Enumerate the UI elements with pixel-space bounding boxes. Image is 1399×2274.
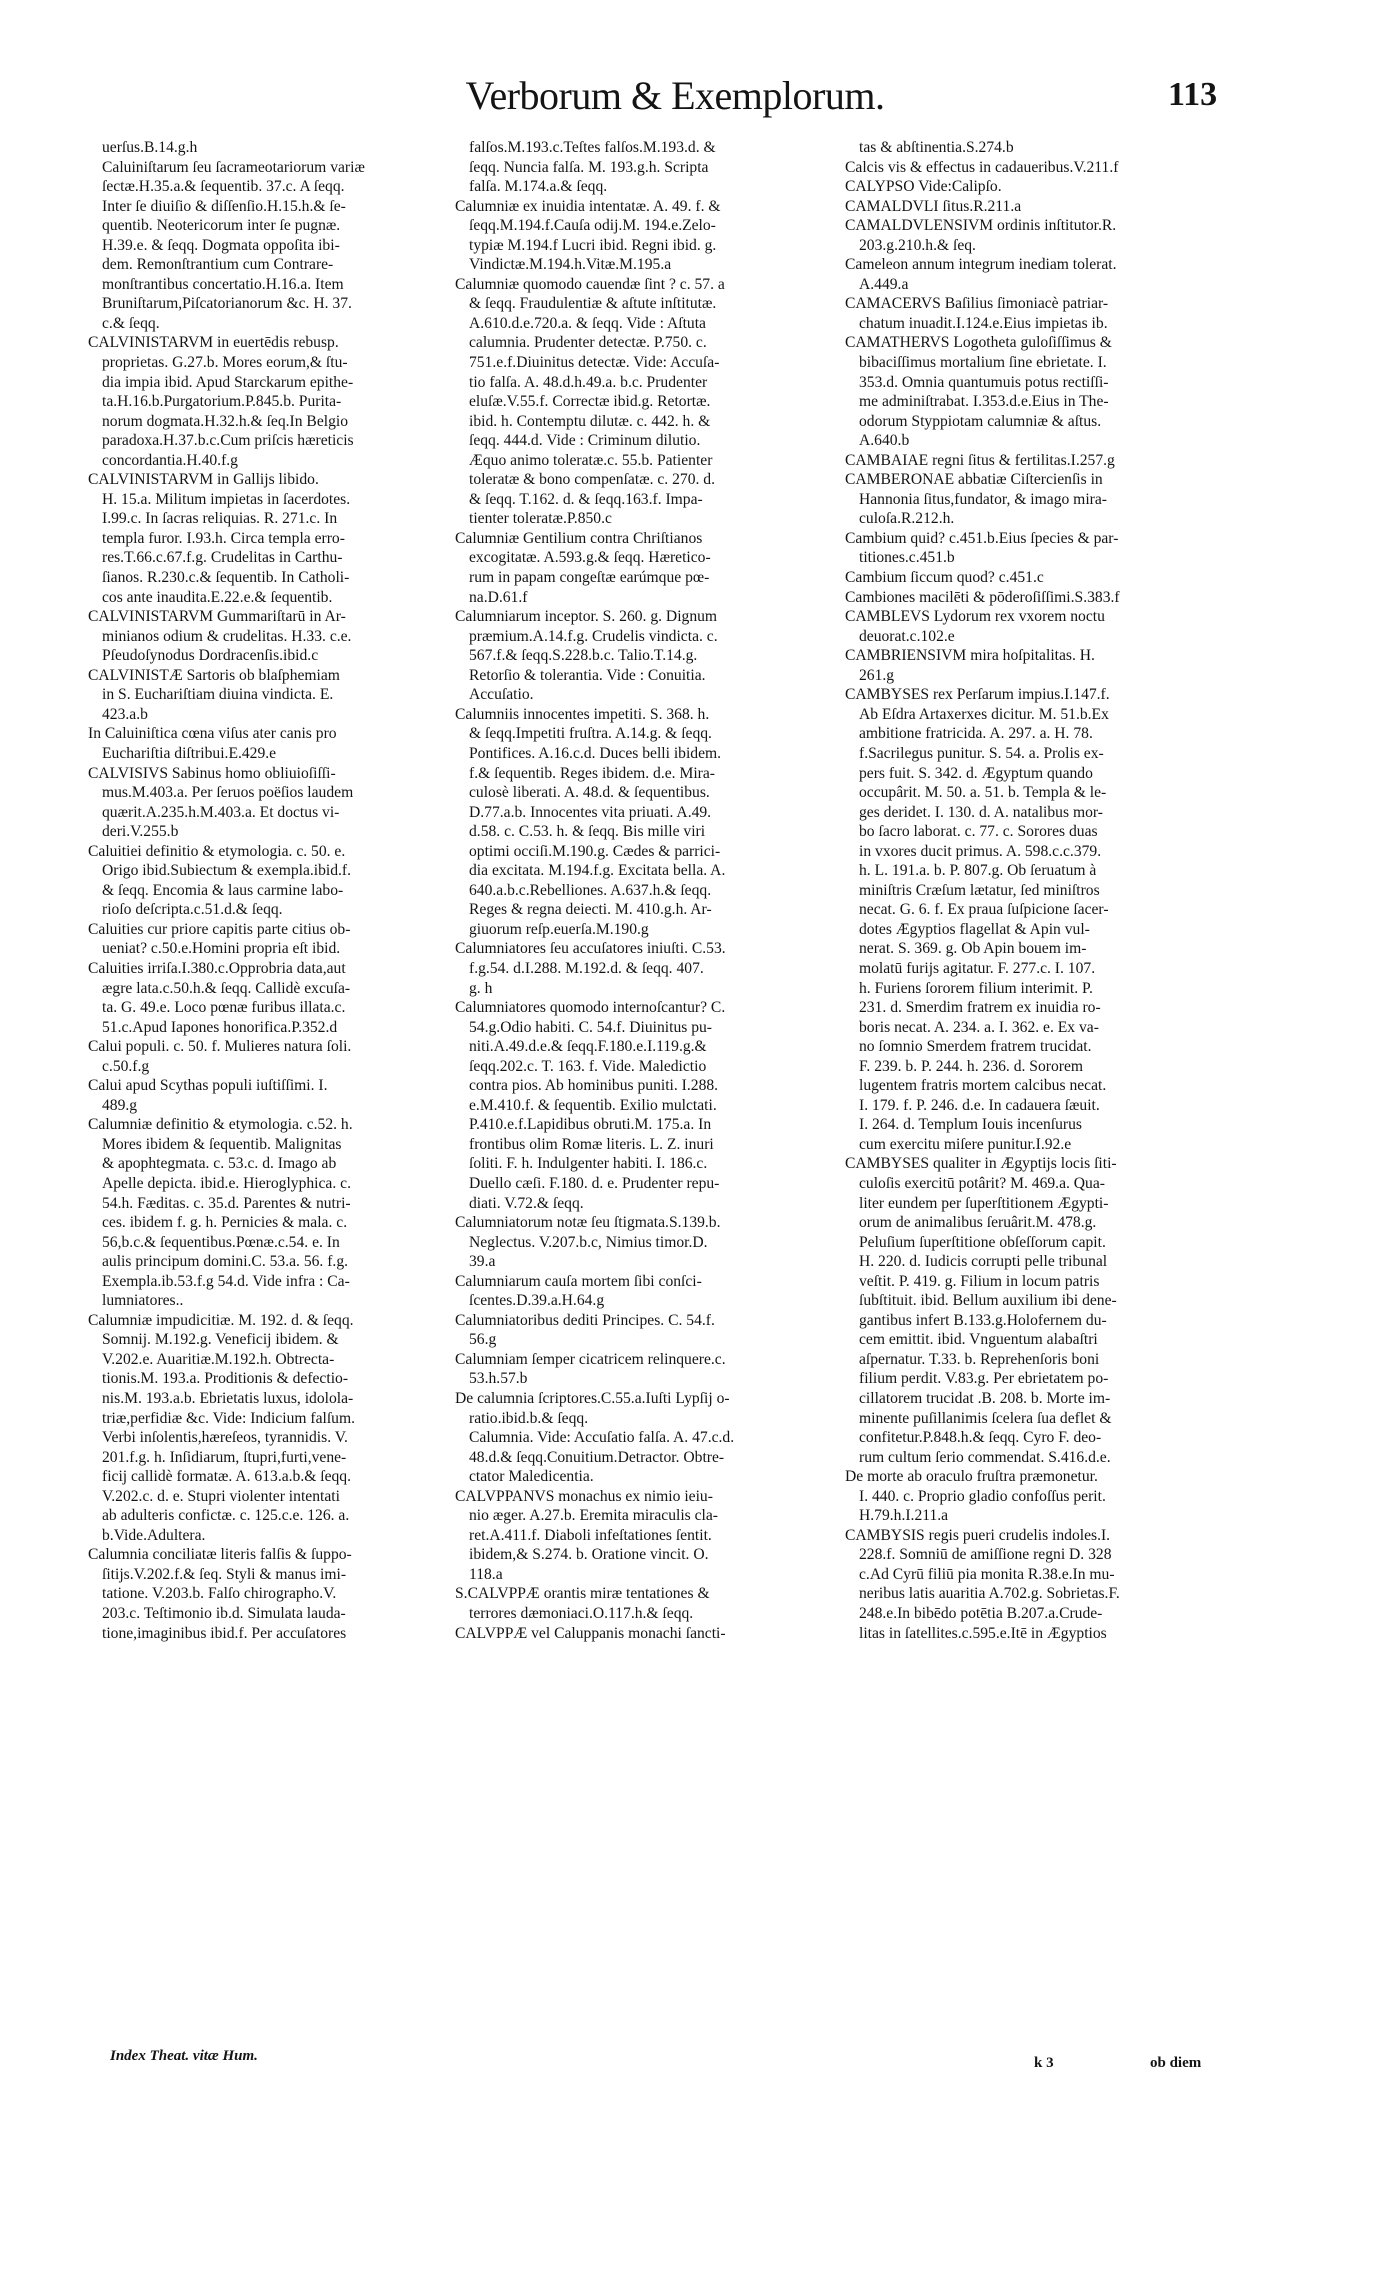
index-line: rum cultum ſerio commendat. S.416.d.e. xyxy=(859,1448,1111,1466)
index-line: chatum inuadit.I.124.e.Eius impietas ib. xyxy=(859,314,1108,332)
index-line: rum in papam congeſtæ earúmque pœ- xyxy=(469,569,710,587)
index-line: Calumniam ſemper cicatricem relinquere.c. xyxy=(455,1350,726,1368)
index-line: Euchariſtia diſtribui.E.429.e xyxy=(102,744,277,762)
index-line: & ſeqq.Impetiti fruſtra. A.14.g. & ſeqq. xyxy=(469,725,712,743)
index-line: Calui populi. c. 50. f. Mulieres natura ſoli. xyxy=(88,1038,352,1056)
index-line: & ſeqq. T.162. d. & ſeqq.163.f. Impa- xyxy=(469,490,703,508)
index-line: ces. ibidem f. g. h. Pernicies & mala. c. xyxy=(102,1214,348,1232)
index-line: & ſeqq. Encomia & laus carmine labo- xyxy=(102,881,344,899)
index-line: cillatorem trucidat .B. 208. b. Morte im- xyxy=(859,1390,1111,1407)
index-line: ſectæ.H.35.a.& ſequentib. 37.c. A ſeqq. xyxy=(102,178,345,196)
index-line: D.77.a.b. Innocentes vita priuati. A.49. xyxy=(469,803,712,821)
index-line: A.610.d.e.720.a. & ſeqq. Vide : Aſtuta xyxy=(469,314,706,332)
index-line: nio æger. A.27.b. Eremita miraculis cla- xyxy=(469,1507,719,1525)
index-line: Calumnia conciliatæ literis falſis & ſuppo- xyxy=(88,1546,352,1564)
index-line: Calumniæ ex inuidia intentatæ. A. 49. f. & xyxy=(455,197,721,215)
index-line: 567.f.& ſeqq.S.228.b.c. Talio.T.14.g. xyxy=(469,647,698,665)
index-line: H.39.e. & ſeqq. Dogmata oppoſita ibi- xyxy=(102,236,340,254)
index-line: nerat. S. 369. g. Ob Apin bouem im- xyxy=(859,940,1087,958)
index-line: CAMBRIENSIVM mira hoſpitalitas. H. xyxy=(845,647,1095,665)
catchword-left: Index Theat. vitæ Hum. xyxy=(110,2048,258,2064)
index-line: falſos.M.193.c.Teſtes falſos.M.193.d. & xyxy=(469,139,716,156)
index-line: & ſeqq. Fraudulentiæ & aſtute inſtitutæ. xyxy=(469,295,717,313)
page-number: 113 xyxy=(1168,76,1218,113)
index-line: paradoxa.H.37.b.c.Cum priſcis hæreticis xyxy=(102,432,354,450)
index-line: eluſæ.V.55.f. Correctæ ibid.g. Retortæ. xyxy=(469,393,711,411)
index-line: CALVINISTARVM in Gallijs libido. xyxy=(88,471,319,489)
index-line: lugentem fratris mortem calcibus necat. xyxy=(859,1077,1107,1095)
index-line: CAMACERVS Baſilius ſimoniacè patriar- xyxy=(845,295,1109,313)
index-line: Calumniatores quomodo internoſcantur? C. xyxy=(455,999,726,1017)
index-line: ta.H.16.b.Purgatorium.P.845.b. Purita- xyxy=(102,393,342,411)
index-line: f.g.54. d.I.288. M.192.d. & ſeqq. 407. xyxy=(469,959,704,977)
index-line: Inter ſe diuiſio & diſſenſio.H.15.h.& ſe- xyxy=(102,197,346,215)
index-line: 640.a.b.c.Rebelliones. A.637.h.& ſeqq. xyxy=(469,881,712,899)
index-line: tione,imaginibus ibid.f. Per accuſatores xyxy=(102,1624,347,1642)
index-line: A.449.a xyxy=(859,275,909,293)
index-line: Caluities irriſa.I.380.c.Opprobria data,aut xyxy=(88,959,346,977)
index-line: Cambiones macilēti & pōderoſiſſimi.S.383.f xyxy=(845,588,1120,606)
index-line: molatū furijs agitatur. F. 277.c. I. 107. xyxy=(859,959,1096,977)
index-line: f.& ſequentib. Reges ibidem. d.e. Mira- xyxy=(469,764,715,782)
index-line: calumnia. Prudenter detectæ. P.750. c. xyxy=(469,334,707,352)
index-line: cem emittit. ibid. Vnguentum alabaſtri xyxy=(859,1331,1098,1349)
index-line: ibidem,& S.274. b. Oratione vincit. O. xyxy=(469,1546,709,1564)
index-line: liter eundem per ſuperſtitionem Ægypti- xyxy=(859,1194,1109,1212)
index-line: c.& ſeqq. xyxy=(102,314,160,332)
index-line: 231. d. Smerdim fratrem ex inuidia ro- xyxy=(859,999,1101,1017)
index-line: ſubſtituit. ibid. Bellum auxilium ibi dene- xyxy=(859,1292,1117,1310)
running-head: Verborum & Exemplorum. xyxy=(465,73,885,118)
index-line: necat. G. 6. f. Ex praua ſuſpicione ſacer- xyxy=(859,901,1109,919)
index-line: 203.c. Teſtimonio ib.d. Simulata lauda- xyxy=(102,1605,346,1623)
index-line: tionis.M. 193.a. Proditionis & defectio- xyxy=(102,1370,349,1388)
index-line: in vxores ducit primus. A. 598.c.c.379. xyxy=(859,842,1102,860)
index-line: culosè liberati. A. 48.d. & ſequentibus. xyxy=(469,784,710,802)
index-line: culoſis exercitū potârit? M. 469.a. Qua- xyxy=(859,1174,1105,1192)
index-line: confitetur.P.848.h.& ſeqq. Cyro F. deo- xyxy=(859,1429,1102,1447)
index-line: CALYPSO Vide:Calipſo. xyxy=(845,178,1002,196)
index-line: CALVISIVS Sabinus homo obliuioſiſſi- xyxy=(88,764,336,782)
index-line: b.Vide.Adultera. xyxy=(102,1526,206,1544)
index-line: Apelle depicta. ibid.e. Hieroglyphica. c. xyxy=(102,1174,351,1192)
index-line: Verbi inſolentis,hæreſeos, tyrannidis. V. xyxy=(102,1429,348,1447)
index-line: ratio.ibid.b.& ſeqq. xyxy=(469,1409,589,1427)
index-line: rioſo deſcripta.c.51.d.& ſeqq. xyxy=(102,901,283,919)
index-line: I.99.c. In ſacras reliquias. R. 271.c. In xyxy=(102,510,338,528)
index-line: Ab Eſdra Artaxerxes dicitur. M. 51.b.Ex xyxy=(859,705,1109,723)
catchword-right: ob diem xyxy=(1150,2055,1202,2071)
index-line: monſtrantibus concertatio.H.16.a. Item xyxy=(102,275,344,293)
index-line: res.T.66.c.67.f.g. Crudelitas in Carthu- xyxy=(102,549,343,567)
index-line: quentib. Neotericorum inter ſe pugnæ. xyxy=(102,217,341,235)
index-line: P.410.e.f.Lapidibus obruti.M. 175.a. In xyxy=(469,1116,712,1134)
index-line: ſeqq. Nuncia falſa. M. 193.g.h. Scripta xyxy=(469,158,709,176)
index-line: Calumnia. Vide: Accuſatio falſa. A. 47.c.d. xyxy=(469,1429,735,1447)
index-line: c.50.f.g xyxy=(102,1057,150,1075)
index-line: 53.h.57.b xyxy=(469,1370,528,1388)
index-line: Reges & regna deiecti. M. 410.g.h. Ar- xyxy=(469,901,712,919)
index-line: CALVINISTÆ Sartoris ob blaſphemiam xyxy=(88,666,340,684)
index-line: Exempla.ib.53.f.g 54.d. Vide infra : Ca- xyxy=(102,1272,350,1290)
index-line: 56,b.c.& ſequentibus.Pœnæ.c.54. e. In xyxy=(102,1233,340,1251)
index-line: tienter toleratæ.P.850.c xyxy=(469,510,612,528)
index-line: H.79.h.I.211.a xyxy=(859,1507,949,1525)
index-line: 54.g.Odio habiti. C. 54.f. Diuinitus pu- xyxy=(469,1018,712,1036)
index-line: boris necat. A. 234. a. I. 362. e. Ex va- xyxy=(859,1018,1099,1036)
index-line: 423.a.b xyxy=(102,705,148,723)
index-line: Mores ibidem & ſequentib. Malignitas xyxy=(102,1135,342,1153)
index-line: Æquo animo toleratæ.c. 55.b. Patienter xyxy=(469,451,713,469)
index-line: triæ,perfidiæ &c. Vide: Indicium falſum. xyxy=(102,1409,355,1427)
index-line: norum dogmata.H.32.h.& ſeq.In Belgio xyxy=(102,412,348,430)
index-line: niti.A.49.d.e.& ſeqq.F.180.e.I.119.g.& xyxy=(469,1038,707,1056)
index-line: CAMBERONAE abbatiæ Ciſtercienſis in xyxy=(845,471,1103,489)
index-line: Calumniæ definitio & etymologia. c.52. h. xyxy=(88,1116,353,1134)
index-line: minente puſillanimis ſcelera ſua deflet & xyxy=(859,1409,1112,1427)
index-line: 203.g.210.h.& ſeq. xyxy=(859,236,976,254)
index-line: toleratæ & bono compenſatæ. c. 270. d. xyxy=(469,471,715,489)
index-line: diati. V.72.& ſeqq. xyxy=(469,1194,584,1212)
index-line: Bruniſtarum,Piſcatorianorum &c. H. 37. xyxy=(102,295,352,313)
index-line: dem. Remonſtrantium cum Contrare- xyxy=(102,256,334,274)
index-line: filium perdit. V.83.g. Per ebrietatem po- xyxy=(859,1370,1109,1388)
index-line: h. L. 191.a. b. P. 807.g. Ob ſeruatum à xyxy=(859,862,1097,880)
index-line: deri.V.255.b xyxy=(102,823,179,841)
index-line: 118.a xyxy=(469,1565,503,1583)
index-line: Calumniatorum notæ ſeu ſtigmata.S.139.b. xyxy=(455,1214,721,1232)
index-line: bibaciſſimus mortalium ſine ebrietate. I. xyxy=(859,354,1107,372)
index-line: dotes Ægyptios flagellat & Apin vul- xyxy=(859,920,1090,938)
index-line: Hannonia ſitus,fundator, & imago mira- xyxy=(859,490,1107,508)
index-line: CAMALDVLI ſitus.R.211.a xyxy=(845,197,1022,215)
index-line: ta. G. 49.e. Loco pœnæ furibus illata.c. xyxy=(102,999,346,1017)
index-line: culoſa.R.212.h. xyxy=(859,510,955,528)
column-right xyxy=(845,138,1215,1643)
index-line: aulis principum domini.C. 53.a. 56. f.g. xyxy=(102,1253,349,1271)
index-line: 751.e.f.Diuinitus detectæ. Vide: Accuſa- xyxy=(469,354,720,372)
index-line: ab adulteris confictæ. c. 125.c.e. 126. a. xyxy=(102,1507,350,1525)
index-line: odorum Styppiotam calumniæ & aſtus. xyxy=(859,412,1102,430)
index-line: ſitijs.V.202.f.& ſeq. Styli & manus imi- xyxy=(102,1565,347,1583)
index-line: templa furor. I.93.h. Circa templa erro- xyxy=(102,529,345,547)
index-line: I. 264. d. Templum Iouis incenſurus xyxy=(859,1116,1082,1134)
index-line: Calumniarum inceptor. S. 260. g. Dignum xyxy=(455,608,718,626)
index-line: ambitione fratricida. A. 297. a. H. 78. xyxy=(859,725,1093,743)
index-line: Neglectus. V.207.b.c, Nimius timor.D. xyxy=(469,1233,708,1251)
index-line: miniſtris Cræſum lætatur, ſed miniſtros xyxy=(859,881,1100,899)
index-line: ſeqq. 444.d. Vide : Criminum dilutio. xyxy=(469,432,701,450)
index-line: proprietas. G.27.b. Mores eorum,& ſtu- xyxy=(102,354,348,372)
index-line: 248.e.In bibēdo potētia B.207.a.Crude- xyxy=(859,1605,1103,1623)
index-line: gantibus infert B.133.g.Holofernem du- xyxy=(859,1311,1107,1329)
index-line: Caluities cur priore capitis parte citius ob- xyxy=(88,920,351,938)
index-line: lumniatores.. xyxy=(102,1292,184,1310)
index-line: H. 220. d. Iudicis corrupti pelle tribunal xyxy=(859,1253,1108,1271)
index-line: excogitatæ. A.593.g.& ſeqq. Hæretico- xyxy=(469,549,711,567)
index-line: Pſeudoſynodus Dordracenſis.ibid.c xyxy=(102,647,319,665)
index-line: 228.f. Somniū de amiſſione regni D. 328 xyxy=(859,1546,1112,1564)
index-line: deuorat.c.102.e xyxy=(859,627,955,645)
index-line: V.202.e. Auaritiæ.M.192.h. Obtrecta- xyxy=(102,1350,335,1368)
index-line: præmium.A.14.f.g. Crudelis vindicta. c. xyxy=(469,627,718,645)
index-line: Calui apud Scythas populi iuſtiſſimi. I. xyxy=(88,1077,328,1095)
index-line: CAMBAIAE regni ſitus & fertilitas.I.257.g xyxy=(845,451,1115,469)
index-line: dia excitata. M.194.f.g. Excitata bella. A. xyxy=(469,862,726,880)
index-line: CALVPPANVS monachus ex nimio ieiu- xyxy=(455,1487,713,1505)
index-line: mus.M.403.a. Per ſeruos poëſios laudem xyxy=(102,784,354,802)
index-line: frontibus olim Romæ literis. L. Z. inuri xyxy=(469,1135,714,1153)
index-line: dia impia ibid. Apud Starckarum epithe- xyxy=(102,373,354,391)
index-line: neribus latis auaritia A.702.g. Sobrietas.F. xyxy=(859,1585,1120,1603)
index-line: giuorum reſp.euerſa.M.190.g xyxy=(469,920,649,938)
index-line: CALVINISTARVM Gummariſtarū in Ar- xyxy=(88,608,346,626)
index-line: pers fuit. S. 342. d. Ægyptum quando xyxy=(859,764,1093,782)
index-line: CAMBLEVS Lydorum rex vxorem noctu xyxy=(845,608,1105,626)
index-line: tas & abſtinentia.S.274.b xyxy=(859,139,1014,156)
index-line: ibid. h. Contemptu dilutæ. c. 442. h. & xyxy=(469,412,711,430)
index-line: I. 440. c. Proprio gladio confoſſus perit. xyxy=(859,1487,1106,1505)
index-line: CAMBYSES qualiter in Ægyptijs locis ſiti- xyxy=(845,1155,1117,1173)
index-line: 51.c.Apud Iapones honorifica.P.352.d xyxy=(102,1018,338,1036)
index-line: Peluſium ſuperſtitione obſeſſorum capit. xyxy=(859,1233,1106,1251)
index-line: orum de animalibus ſeruârit.M. 478.g. xyxy=(859,1214,1097,1232)
index-line: aſpernatur. T.33. b. Reprehenſoris boni xyxy=(859,1350,1100,1368)
index-line: Calumniatoribus dediti Principes. C. 54.f. xyxy=(455,1311,715,1329)
index-line: f.Sacrilegus punitur. S. 54. a. Prolis ex- xyxy=(859,744,1104,762)
index-line: ficij callidè formatæ. A. 613.a.b.& ſeqq. xyxy=(102,1468,352,1486)
index-line: I. 179. f. P. 246. d.e. In cadauera ſæuit. xyxy=(859,1096,1100,1114)
index-line: 56.g xyxy=(469,1331,497,1349)
index-line: tatione. V.203.b. Falſo chirographo.V. xyxy=(102,1585,337,1603)
index-line: 39.a xyxy=(469,1253,496,1271)
index-line: Origo ibid.Subiectum & exempla.ibid.f. xyxy=(102,862,352,880)
column-left xyxy=(88,138,460,1643)
index-line: Calumniatores ſeu accuſatores iniuſti. C.53. xyxy=(455,940,726,958)
index-line: concordantia.H.40.f.g xyxy=(102,451,238,469)
index-line: & apophtegmata. c. 53.c. d. Imago ab xyxy=(102,1155,337,1173)
index-line: Cameleon annum integrum inediam tolerat. xyxy=(845,256,1117,274)
index-line: Retorſio & tolerantia. Vide : Conuitia. xyxy=(469,666,706,684)
index-line: Somnij. M.192.g. Veneficij ibidem. & xyxy=(102,1331,339,1349)
index-line: ueniat? c.50.e.Homini propria eſt ibid. xyxy=(102,940,341,958)
index-line: cos ante inaudita.E.22.e.& ſequentib. xyxy=(102,588,333,606)
index-line: Caluitiei definitio & etymologia. c. 50. e. xyxy=(88,842,346,860)
index-line: Pontifices. A.16.c.d. Duces belli ibidem. xyxy=(469,744,722,762)
index-line: ret.A.411.f. Diaboli infeſtationes ſentit. xyxy=(469,1526,712,1544)
index-line: CAMATHERVS Logotheta guloſiſſimus & xyxy=(845,334,1112,352)
index-line: De calumnia ſcriptores.C.55.a.Iuſti Lypſij o- xyxy=(455,1390,730,1407)
index-line: A.640.b xyxy=(859,432,910,450)
index-line: Calumniarum cauſa mortem ſibi conſci- xyxy=(455,1272,702,1290)
index-line: ſeqq.M.194.f.Cauſa odij.M. 194.e.Zelo- xyxy=(469,217,716,235)
signature-mark: k 3 xyxy=(1034,2055,1054,2071)
index-line: 201.f.g. h. Inſidiarum, ſtupri,furti,vene- xyxy=(102,1448,347,1466)
index-line: Caluiniſtarum ſeu ſacrameotariorum variæ xyxy=(102,158,365,176)
index-line: Cambium quid? c.451.b.Eius ſpecies & par- xyxy=(845,529,1119,547)
index-line: no ſomnio Smerdem fratrem trucidat. xyxy=(859,1038,1092,1056)
index-line: Accuſatio. xyxy=(469,686,534,704)
index-line: tio falſa. A. 48.d.h.49.a. b.c. Prudenter xyxy=(469,373,708,391)
index-line: bo ſacro laborat. c. 77. c. Sorores duas xyxy=(859,823,1098,841)
index-line: ctator Maledicentia. xyxy=(469,1468,594,1486)
index-line: e.M.410.f. & ſequentib. Exilio mulctati. xyxy=(469,1096,717,1114)
index-line: me adminiſtrabat. I.353.d.e.Eius in The- xyxy=(859,393,1109,411)
index-line: CALVPPÆ vel Caluppanis monachi ſancti- xyxy=(455,1624,726,1642)
index-line: quærit.A.235.h.M.403.a. Et doctus vi- xyxy=(102,803,340,821)
index-line: Calcis vis & effectus in cadaueribus.V.211.f xyxy=(845,158,1119,176)
index-line: optimi occiſi.M.190.g. Cædes & parrici- xyxy=(469,842,721,860)
index-line: ſcentes.D.39.a.H.64.g xyxy=(469,1292,605,1310)
index-line: Duello cæſi. F.180. d. e. Prudenter repu- xyxy=(469,1174,720,1192)
index-line: typiæ M.194.f Lucri ibid. Regni ibid. g. xyxy=(469,236,717,254)
index-line: Calumniæ impudicitiæ. M. 192. d. & ſeqq. xyxy=(88,1311,354,1329)
index-line: CAMALDVLENSIVM ordinis inſtitutor.R. xyxy=(845,217,1117,235)
index-line: ſoliti. F. h. Indulgenter habiti. I. 186.c. xyxy=(469,1155,708,1173)
index-line: CAMBYSES rex Perſarum impius.I.147.f. xyxy=(845,686,1110,704)
index-line: 48.d.& ſeqq.Conuitium.Detractor. Obtre- xyxy=(469,1448,725,1466)
index-line: CALVINISTARVM in euertēdis rebusp. xyxy=(88,334,339,352)
index-line: minianos odium & crudelitas. H.33. c.e. xyxy=(102,627,352,645)
index-line: Vindictæ.M.194.h.Vitæ.M.195.a xyxy=(469,256,672,274)
index-line: veſtit. P. 419. g. Filium in locum patris xyxy=(859,1272,1100,1290)
index-line: nis.M. 193.a.b. Ebrietatis luxus, idolola- xyxy=(102,1390,354,1407)
index-line: V.202.c. d. e. Stupri violenter intentati xyxy=(102,1487,340,1505)
index-line: uerſus.B.14.g.h xyxy=(102,139,198,156)
index-line: CAMBYSIS regis pueri crudelis indoles.I. xyxy=(845,1526,1111,1544)
index-line: g. h xyxy=(469,979,493,997)
index-line: ſianos. R.230.c.& ſequentib. In Catholi- xyxy=(102,569,350,587)
index-line: 261.g xyxy=(859,666,895,684)
index-line: F. 239. b. P. 244. h. 236. d. Sororem xyxy=(859,1057,1084,1075)
index-line: Cambium ſiccum quod? c.451.c xyxy=(845,569,1044,587)
index-line: cum exercitu miſere punitur.I.92.e xyxy=(859,1135,1072,1153)
index-line: H. 15.a. Militum impietas in ſacerdotes. xyxy=(102,490,351,508)
index-line: litas in ſatellites.c.595.e.Itē in Ægyptios xyxy=(859,1624,1107,1642)
index-line: Calumniæ quomodo cauendæ ſint ? c. 57. a xyxy=(455,275,725,293)
index-line: titiones.c.451.b xyxy=(859,549,955,567)
index-line: d.58. c. C.53. h. & ſeqq. Bis mille viri xyxy=(469,823,706,841)
index-line: ægre lata.c.50.h.& ſeqq. Callidè excuſa- xyxy=(102,979,351,997)
index-line: S.CALVPPÆ orantis miræ tentationes & xyxy=(455,1585,710,1603)
index-line: 353.d. Omnia quantumuis potus rectiſſi- xyxy=(859,373,1109,391)
index-line: contra pios. Ab hominibus puniti. I.288. xyxy=(469,1077,719,1095)
index-line: c.Ad Cyrū filiū pia monita R.38.e.In mu- xyxy=(859,1565,1115,1583)
index-line: in S. Euchariſtiam diuina vindicta. E. xyxy=(102,686,334,704)
index-line: na.D.61.f xyxy=(469,588,528,606)
index-line: terrores dæmoniaci.O.117.h.& ſeqq. xyxy=(469,1605,694,1623)
index-line: In Caluiniſtica cœna viſus ater canis pro xyxy=(88,725,337,743)
index-line: h. Furiens ſororem filium interimit. P. xyxy=(859,979,1093,997)
index-line: occupârit. M. 50. a. 51. b. Templa & le- xyxy=(859,784,1107,802)
index-line: 489.g xyxy=(102,1096,138,1114)
index-line: Calumniis innocentes impetiti. S. 368. h. xyxy=(455,705,710,723)
index-line: De morte ab oraculo fruſtra præmonetur. xyxy=(845,1468,1098,1486)
index-line: Calumniæ Gentilium contra Chriſtianos xyxy=(455,529,703,547)
index-line: 54.h. Fæditas. c. 35.d. Parentes & nutri- xyxy=(102,1194,351,1212)
index-line: ſeqq.202.c. T. 163. f. Vide. Maledictio xyxy=(469,1057,707,1075)
index-line: falſa. M.174.a.& ſeqq. xyxy=(469,178,608,196)
column-middle xyxy=(455,138,827,1643)
index-line: ges deridet. I. 130. d. A. natalibus mor- xyxy=(859,803,1103,821)
